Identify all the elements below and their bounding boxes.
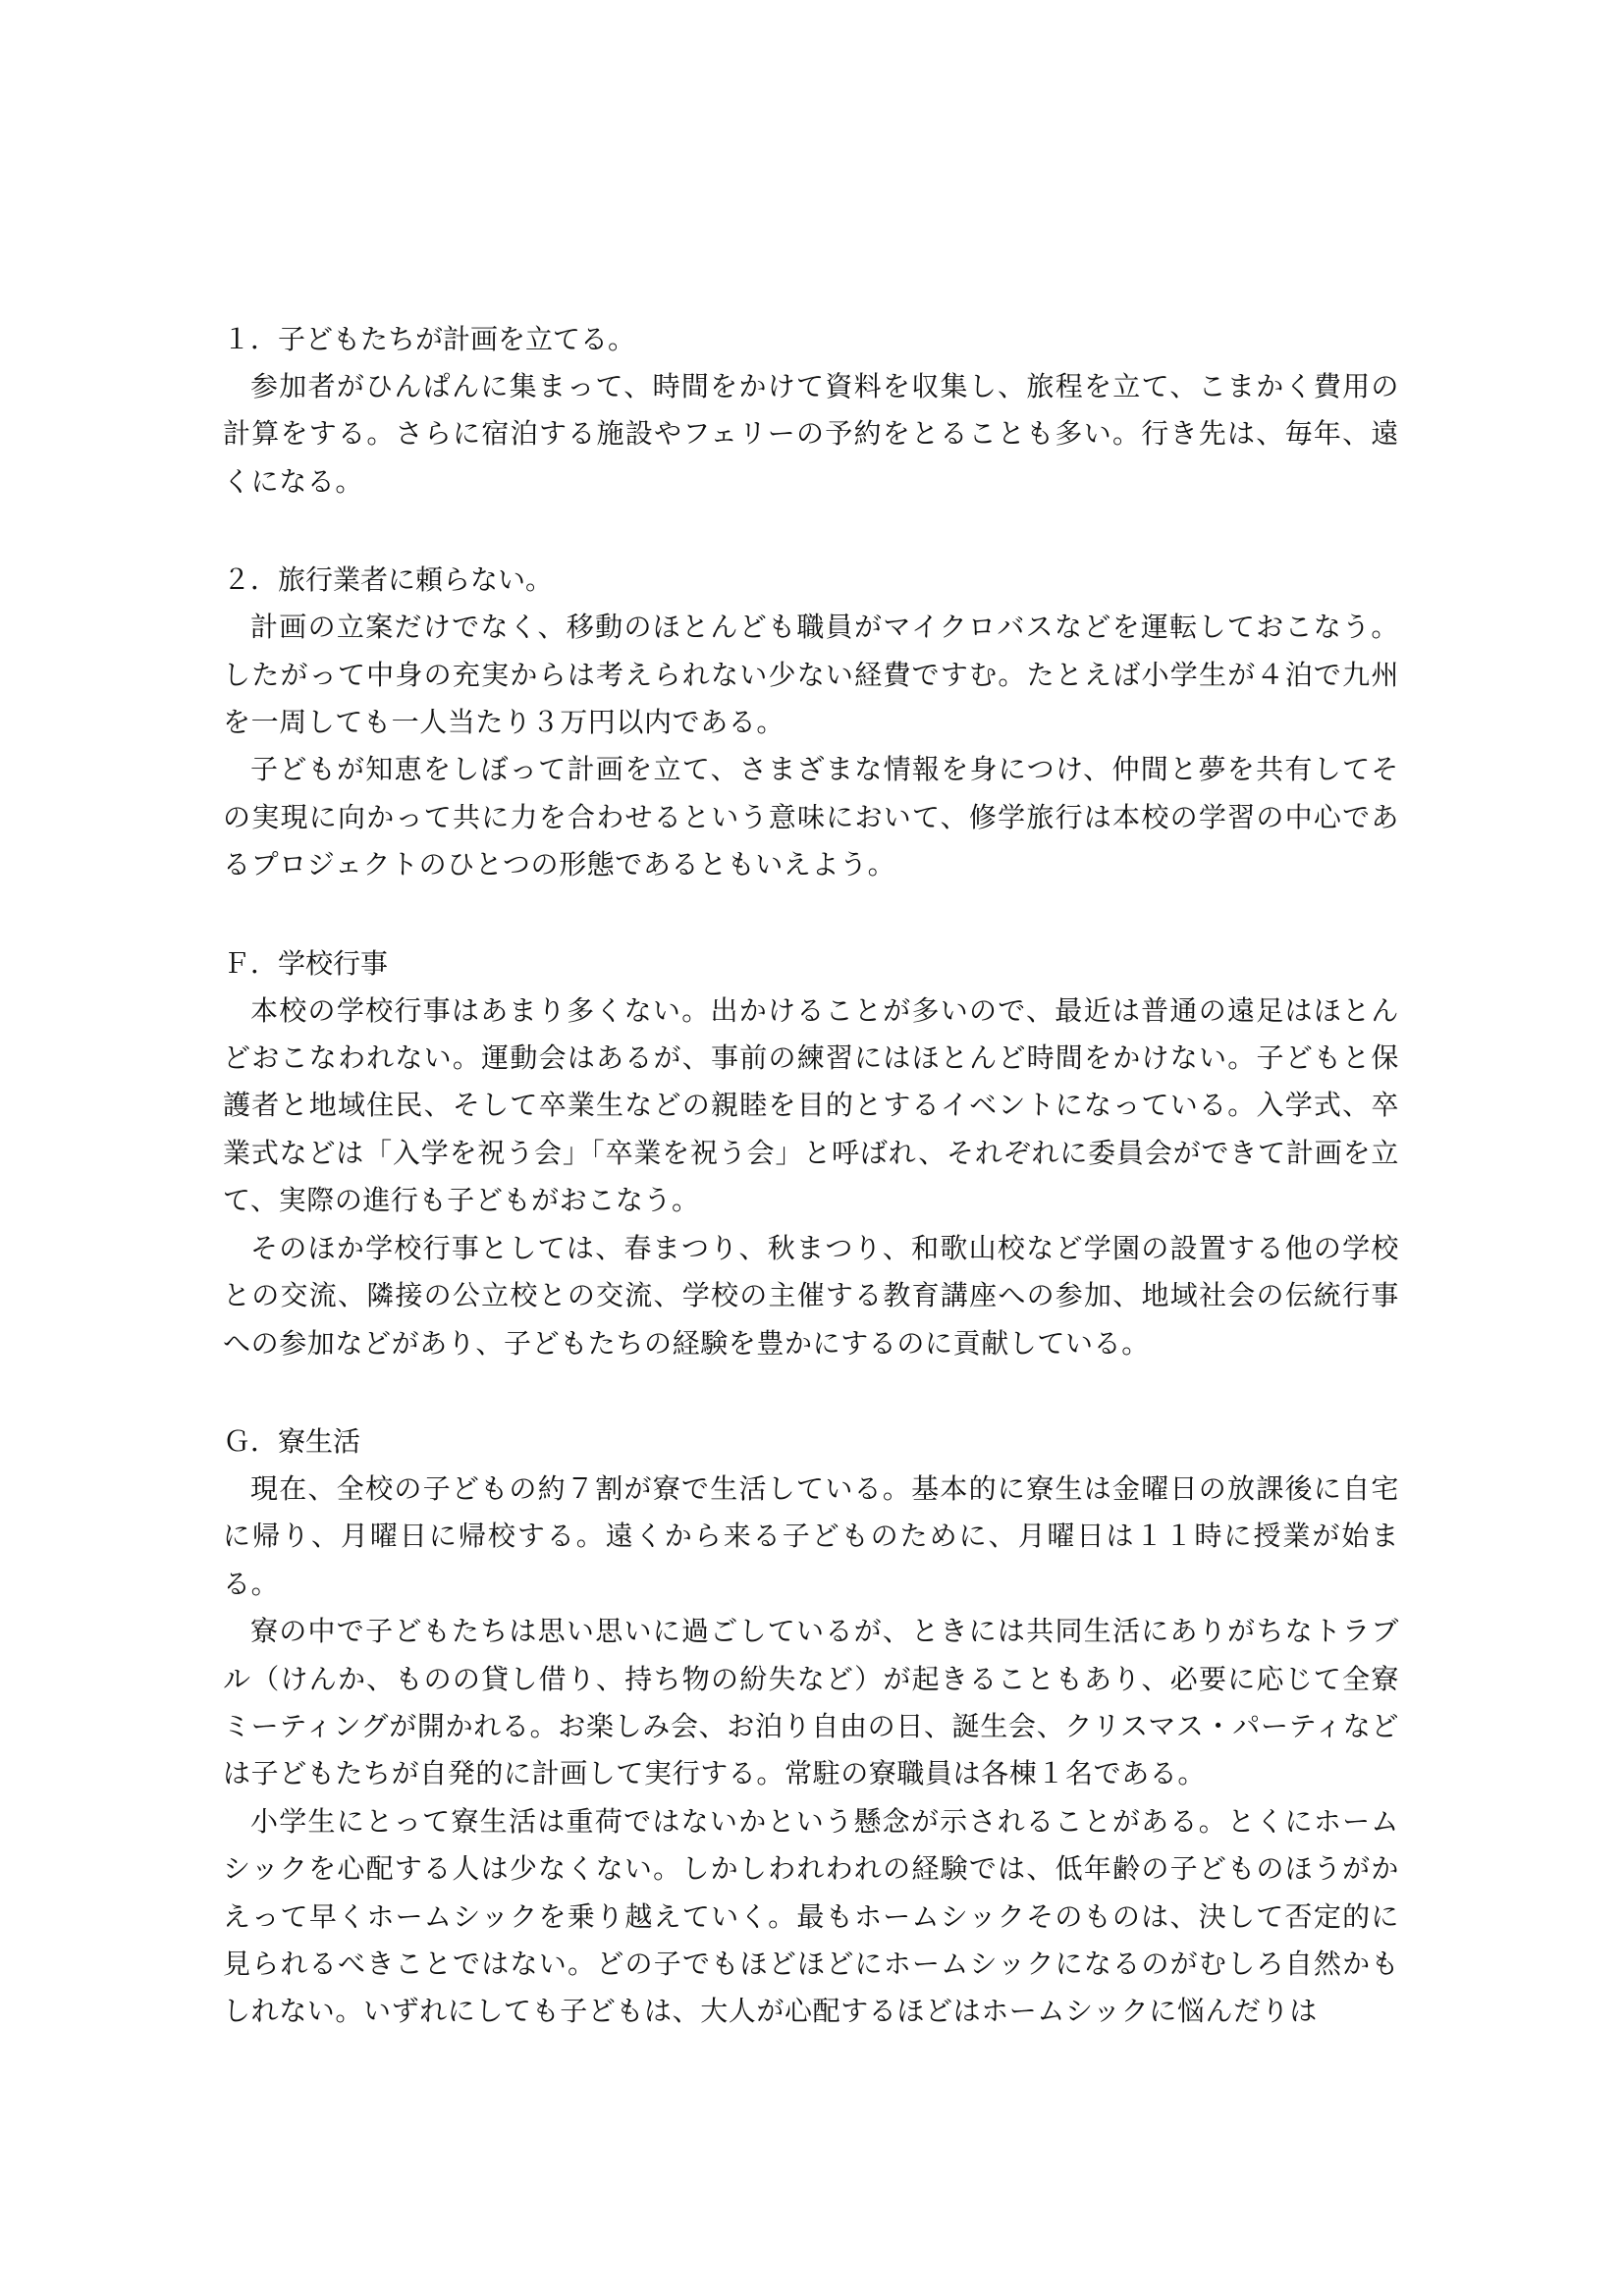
section-heading: Ｇ．寮生活 [223, 1424, 361, 1458]
paragraph: 本校の学校行事はあまり多くない。出かけることが多いので、最近は普通の遠足はほとんどおこなわれない。運動会はあるが、事前の練習にはほとんど時間をかけない。子どもと保護者と地域住民、そして卒業生などの親睦を目的とするイベントになっている。入学式、卒業式などは「入学を祝う会」「卒業を祝う会」と呼ばれ、それぞれに委員会ができて計画を立て、実際の進行も子どもがおこなう。 [223, 993, 1399, 1217]
paragraph: 現在、全校の子どもの約７割が寮で生活している。基本的に寮生は金曜日の放課後に自宅に帰り、月曜日に帰校する。遠くから来る子どものために、月曜日は１１時に授業が始まる。 [223, 1471, 1399, 1600]
paragraph: 子どもが知恵をしぼって計画を立て、さまざまな情報を身につけ、仲間と夢を共有してその実現に向かって共に力を合わせるという意味において、修学旅行は本校の学習の中心であるプロジェクトのひとつの形態であるともいえよう。 [223, 753, 1399, 881]
paragraph: 寮の中で子どもたちは思い思いに過ごしているが、ときには共同生活にありがちなトラブル（けんか、ものの貸し借り、持ち物の紛失など）が起きることもあり、必要に応じて全寮ミーティングが開かれる。お楽しみ会、お泊り自由の日、誕生会、クリスマス・パーティなどは子どもたちが自発的に計画して実行する。常駐の寮職員は各棟１名である。 [223, 1615, 1399, 1790]
section-planning [223, 316, 1399, 506]
paragraph: 参加者がひんぱんに集まって、時間をかけて資料を収集し、旅程を立て、こまかく費用の計算をする。さらに宿泊する施設やフェリーの予約をとることも多い。行き先は、毎年、遠くになる。 [223, 370, 1399, 498]
section-heading: Ｆ．学校行事 [223, 946, 389, 980]
section-heading: １．子どもたちが計画を立てる。 [223, 323, 636, 355]
section-school-events [223, 940, 1399, 1367]
paragraph: 計画の立案だけでなく、移動のほとんども職員がマイクロバスなどを運転しておこなう。したがって中身の充実からは考えられない少ない経費ですむ。たとえば小学生が４泊で九州を一周しても一人当たり３万円以内である。 [223, 611, 1399, 739]
document-page [223, 316, 1399, 2087]
section-dormitory-life [223, 1418, 1399, 2036]
section-heading: ２．旅行業者に頼らない。 [223, 563, 554, 597]
paragraph: 小学生にとって寮生活は重荷ではないかという懸念が示されることがある。とくにホームシックを心配する人は少なくない。しかしわれわれの経験では、低年齢の子どものほうがかえって早くホームシックを乗り越えていく。最もホームシックそのものは、決して否定的に見られるべきことではない。どの子でもほどほどにホームシックになるのがむしろ自然かもしれない。いずれにしても子どもは、大人が心配するほどはホームシックに悩んだりは [223, 1804, 1399, 2028]
section-no-travel-agency [223, 557, 1399, 888]
paragraph: そのほか学校行事としては、春まつり、秋まつり、和歌山校など学園の設置する他の学校との交流、隣接の公立校との交流、学校の主催する教育講座への参加、地域社会の伝統行事への参加などがあり、子どもたちの経験を豊かにするのに貢献している。 [223, 1231, 1399, 1360]
